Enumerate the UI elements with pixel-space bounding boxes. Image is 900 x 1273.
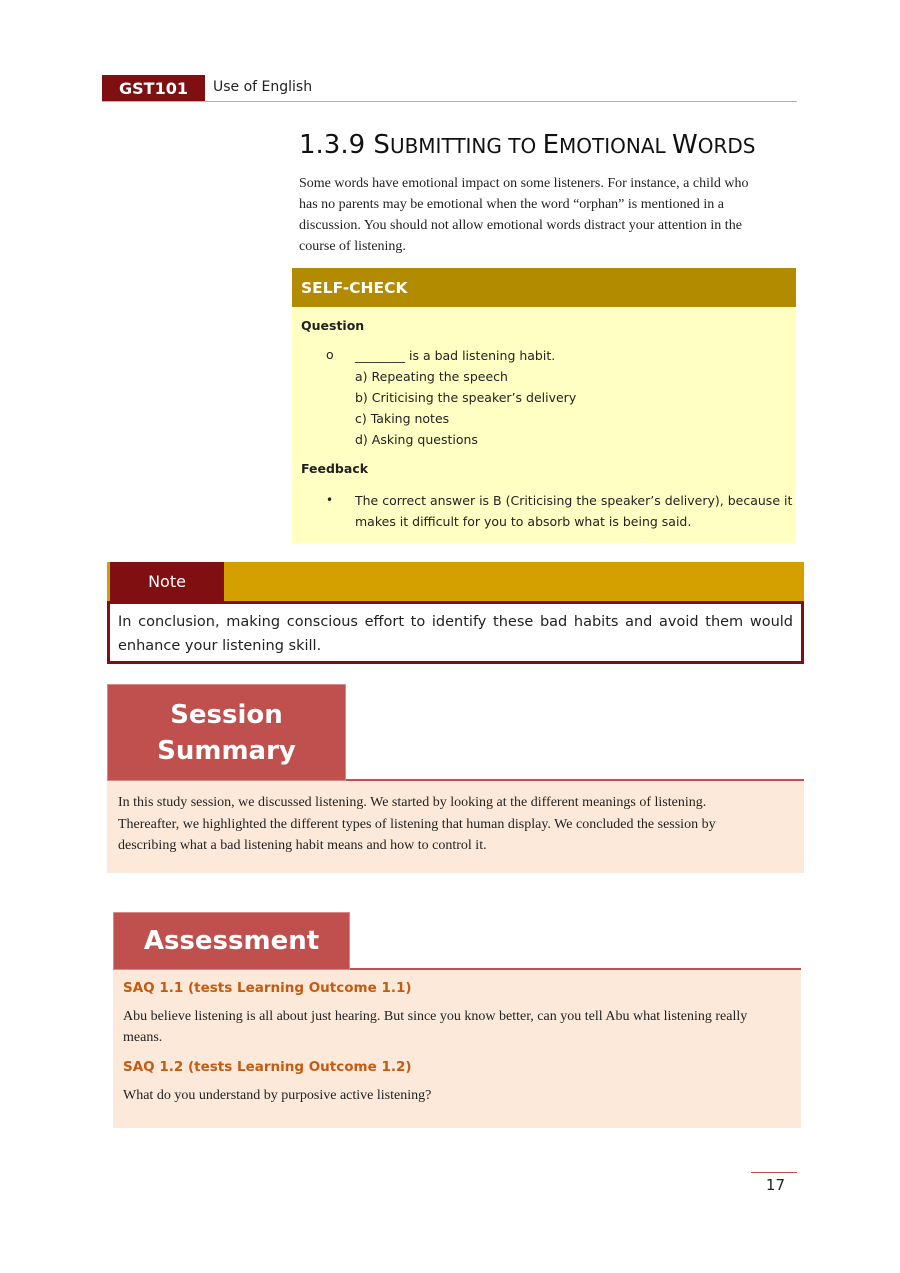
page-number: 17	[765, 1176, 785, 1194]
header-divider	[102, 101, 797, 102]
session-summary-body	[107, 781, 804, 873]
feedback-label: Feedback	[301, 461, 369, 476]
session-summary-title-line: Session	[170, 699, 283, 730]
answer-option: d) Asking questions	[355, 432, 478, 447]
saq-heading: SAQ 1.1 (tests Learning Outcome 1.1)	[123, 980, 412, 996]
question-stem	[355, 345, 775, 366]
note-label: Note	[110, 562, 224, 601]
session-summary-line: In this study session, we discussed listening. We started by looking at the different meanings of listening.	[118, 795, 707, 810]
section-number: 1.3.9	[299, 130, 366, 160]
section-body	[299, 173, 789, 257]
course-title: Use of English	[213, 79, 313, 95]
feedback-line: makes it difficult for you to absorb what is being said.	[355, 514, 692, 529]
section-body-line: Some words have emotional impact on some listeners. For instance, a child who	[299, 176, 749, 191]
saq-question: What do you understand by purposive active listening?	[123, 1088, 432, 1103]
note-text: In conclusion, making conscious effort to identify these bad habits and avoid them would enhance your listening skill.	[107, 601, 804, 664]
saq-question: Abu believe listening is all about just hearing. But since you know better, can you tell Abu what listening really means.	[123, 1009, 748, 1045]
question-label: Question	[301, 318, 365, 333]
page-number-rule	[751, 1172, 797, 1173]
feedback-line: The correct answer is B (Criticising the speaker’s delivery), because it	[355, 493, 793, 508]
self-check-heading: SELF-CHECK	[292, 268, 796, 307]
session-summary-heading	[107, 684, 346, 781]
section-title-word-1: SUBMITTING TO	[373, 130, 543, 160]
assessment-heading: Assessment	[113, 912, 350, 970]
course-code-badge: GST101	[102, 75, 205, 102]
section-body-line: discussion. You should not allow emotional words distract your attention in the	[299, 218, 742, 233]
question-text: is a bad listening habit.	[408, 348, 556, 363]
section-title	[299, 130, 755, 160]
session-summary-line: Thereafter, we highlighted the different types of listening that human display. We concluded the session by	[118, 816, 716, 832]
assessment-body	[113, 970, 801, 1128]
saq-heading: SAQ 1.2 (tests Learning Outcome 1.2)	[123, 1059, 412, 1075]
session-summary-line: describing what a bad listening habit means and how to control it.	[118, 838, 487, 853]
section-title-word-3: WORDS	[672, 130, 756, 160]
section-body-line: course of listening.	[299, 239, 406, 254]
question-blank: ________	[355, 348, 405, 363]
session-summary-title-line: Summary	[157, 735, 296, 766]
section-body-line: has no parents may be emotional when the word “orphan” is mentioned in a	[299, 197, 724, 212]
answer-option: a) Repeating the speech	[355, 369, 508, 384]
feedback-bullet-icon: •	[326, 493, 334, 507]
answer-option: b) Criticising the speaker’s delivery	[355, 390, 577, 405]
section-title-word-2: EMOTIONAL	[542, 130, 673, 160]
self-check-panel	[292, 307, 796, 543]
question-marker: o	[326, 347, 334, 362]
answer-option: c) Taking notes	[355, 411, 450, 426]
